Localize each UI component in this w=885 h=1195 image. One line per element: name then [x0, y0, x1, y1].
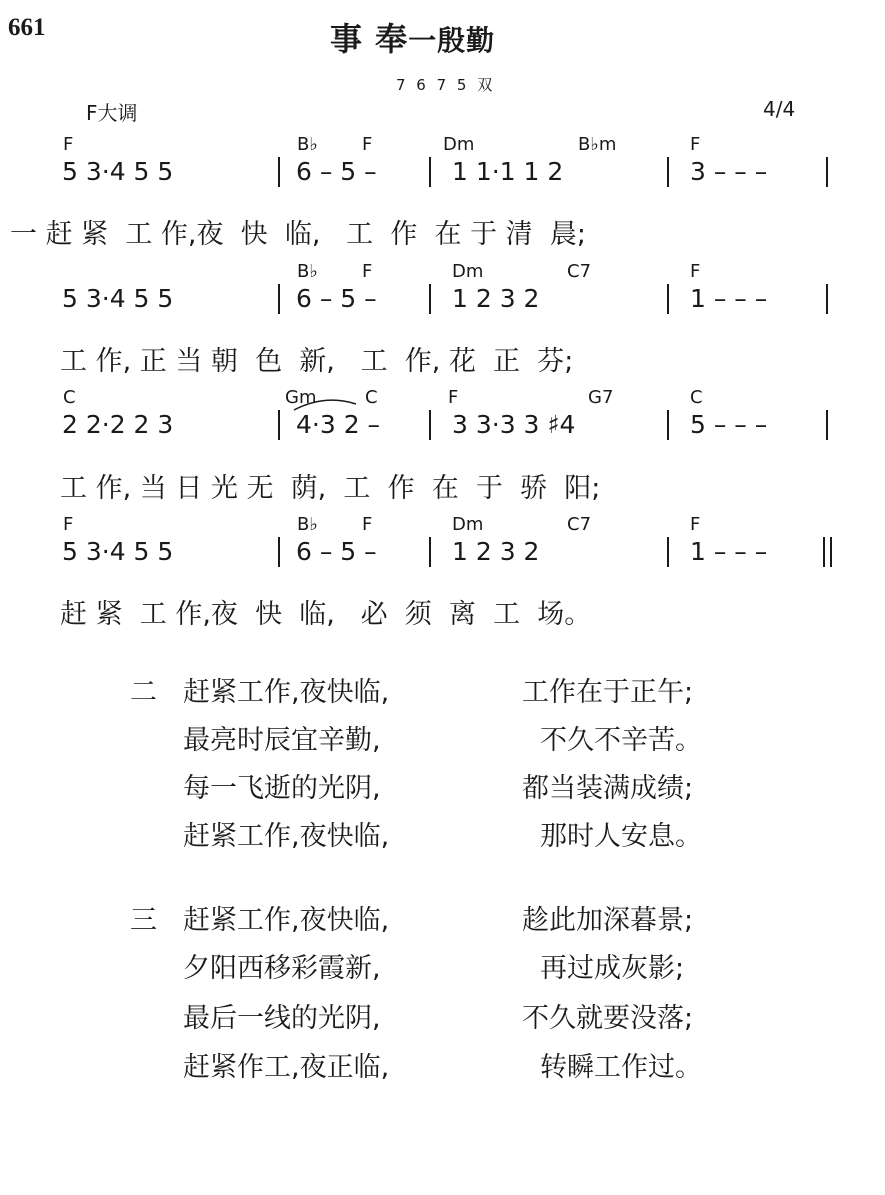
chord: Dm [452, 261, 484, 282]
verse-line-right: 再过成灰影; [540, 953, 685, 984]
measure: 6 – 5 – [296, 157, 377, 186]
chord: F [690, 134, 701, 155]
final-barline [830, 537, 832, 567]
lyric-line: 一 赶 紧 工 作,夜 快 临, 工 作 在 于 清 晨; [10, 219, 586, 250]
verse-line-left: 最后一线的光阴, [183, 1003, 381, 1034]
verse-line-left: 夕阳西移彩霞新, [183, 953, 381, 984]
verse-line-right: 转瞬工作过。 [540, 1052, 702, 1083]
chord: C7 [567, 261, 592, 282]
measure: 5 3·4 5 5 [62, 157, 174, 186]
chord: C7 [567, 514, 592, 535]
hymn-number: 661 [8, 14, 46, 41]
chord: F [362, 514, 373, 535]
lyric-line: 赶 紧 工 作,夜 快 临, 必 须 离 工 场。 [60, 599, 592, 630]
verse-line-right: 趁此加深暮景; [522, 905, 694, 936]
final-barline [823, 537, 825, 567]
barline [826, 157, 828, 187]
chord: F [448, 387, 459, 408]
verse-line-left: 赶紧工作,夜快临, [183, 905, 390, 936]
chord: B♭ [297, 514, 318, 535]
barline [278, 157, 280, 187]
measure: 2 2·2 2 3 [62, 410, 174, 439]
measure: 1 – – – [690, 537, 768, 566]
measure: 1 – – – [690, 284, 768, 313]
key-signature: F大调 [86, 101, 138, 125]
chord: B♭ [297, 261, 318, 282]
barline [667, 157, 669, 187]
chord: B♭ [297, 134, 318, 155]
lyric-line: 工 作, 正 当 朝 色 新, 工 作, 花 正 芬; [60, 346, 574, 377]
chord: C [365, 387, 378, 408]
meter: 7 6 7 5 双 [396, 76, 496, 94]
title-sub: 一殷勤 [408, 24, 496, 57]
chord: Dm [452, 514, 484, 535]
barline [429, 157, 431, 187]
title-main: 事 奉 [330, 20, 409, 58]
measure: 5 3·4 5 5 [62, 284, 174, 313]
verse-line-right: 工作在于正午; [522, 677, 694, 708]
chord: Gm [285, 387, 317, 408]
chord: F [63, 134, 74, 155]
hymn-title [330, 14, 495, 60]
barline [429, 410, 431, 440]
verse-line-right: 那时人安息。 [540, 821, 702, 852]
time-signature: 4/4 [763, 97, 796, 121]
chord: F [690, 514, 701, 535]
barline [826, 410, 828, 440]
measure: 6 – 5 – [296, 537, 377, 566]
chord: C [690, 387, 703, 408]
chord: B♭m [578, 134, 617, 155]
verse-line-left: 赶紧工作,夜快临, [183, 677, 390, 708]
barline [667, 284, 669, 314]
chord: F [362, 134, 373, 155]
verse-line-left: 最亮时辰宜辛勤, [183, 725, 381, 756]
barline [667, 537, 669, 567]
chord: F [362, 261, 373, 282]
chord: F [690, 261, 701, 282]
measure: 4·3 2 – [296, 410, 381, 439]
barline [278, 410, 280, 440]
verse-number: 三 [130, 905, 157, 936]
chord: C [63, 387, 76, 408]
verse-line-right: 都当装满成绩; [522, 773, 694, 804]
measure: 3 3·3 3 ♯4 [452, 410, 576, 439]
lyric-line: 工 作, 当 日 光 无 荫, 工 作 在 于 骄 阳; [60, 473, 601, 504]
measure: 3 – – – [690, 157, 768, 186]
verse-number: 二 [130, 677, 157, 708]
chord: Dm [443, 134, 475, 155]
verse-line-right: 不久就要没落; [522, 1003, 694, 1034]
barline [429, 537, 431, 567]
verse-line-left: 每一飞逝的光阴, [183, 773, 381, 804]
measure: 1 2 3 2 [452, 537, 540, 566]
barline [826, 284, 828, 314]
verse-line-left: 赶紧工作,夜快临, [183, 821, 390, 852]
verse-line-left: 赶紧作工,夜正临, [183, 1052, 390, 1083]
measure: 6 – 5 – [296, 284, 377, 313]
measure: 5 – – – [690, 410, 768, 439]
measure: 1 2 3 2 [452, 284, 540, 313]
chord: G7 [588, 387, 614, 408]
chord: F [63, 514, 74, 535]
measure: 5 3·4 5 5 [62, 537, 174, 566]
measure: 1 1·1 1 2 [452, 157, 564, 186]
barline [278, 537, 280, 567]
barline [667, 410, 669, 440]
barline [429, 284, 431, 314]
barline [278, 284, 280, 314]
verse-line-right: 不久不辛苦。 [540, 725, 702, 756]
